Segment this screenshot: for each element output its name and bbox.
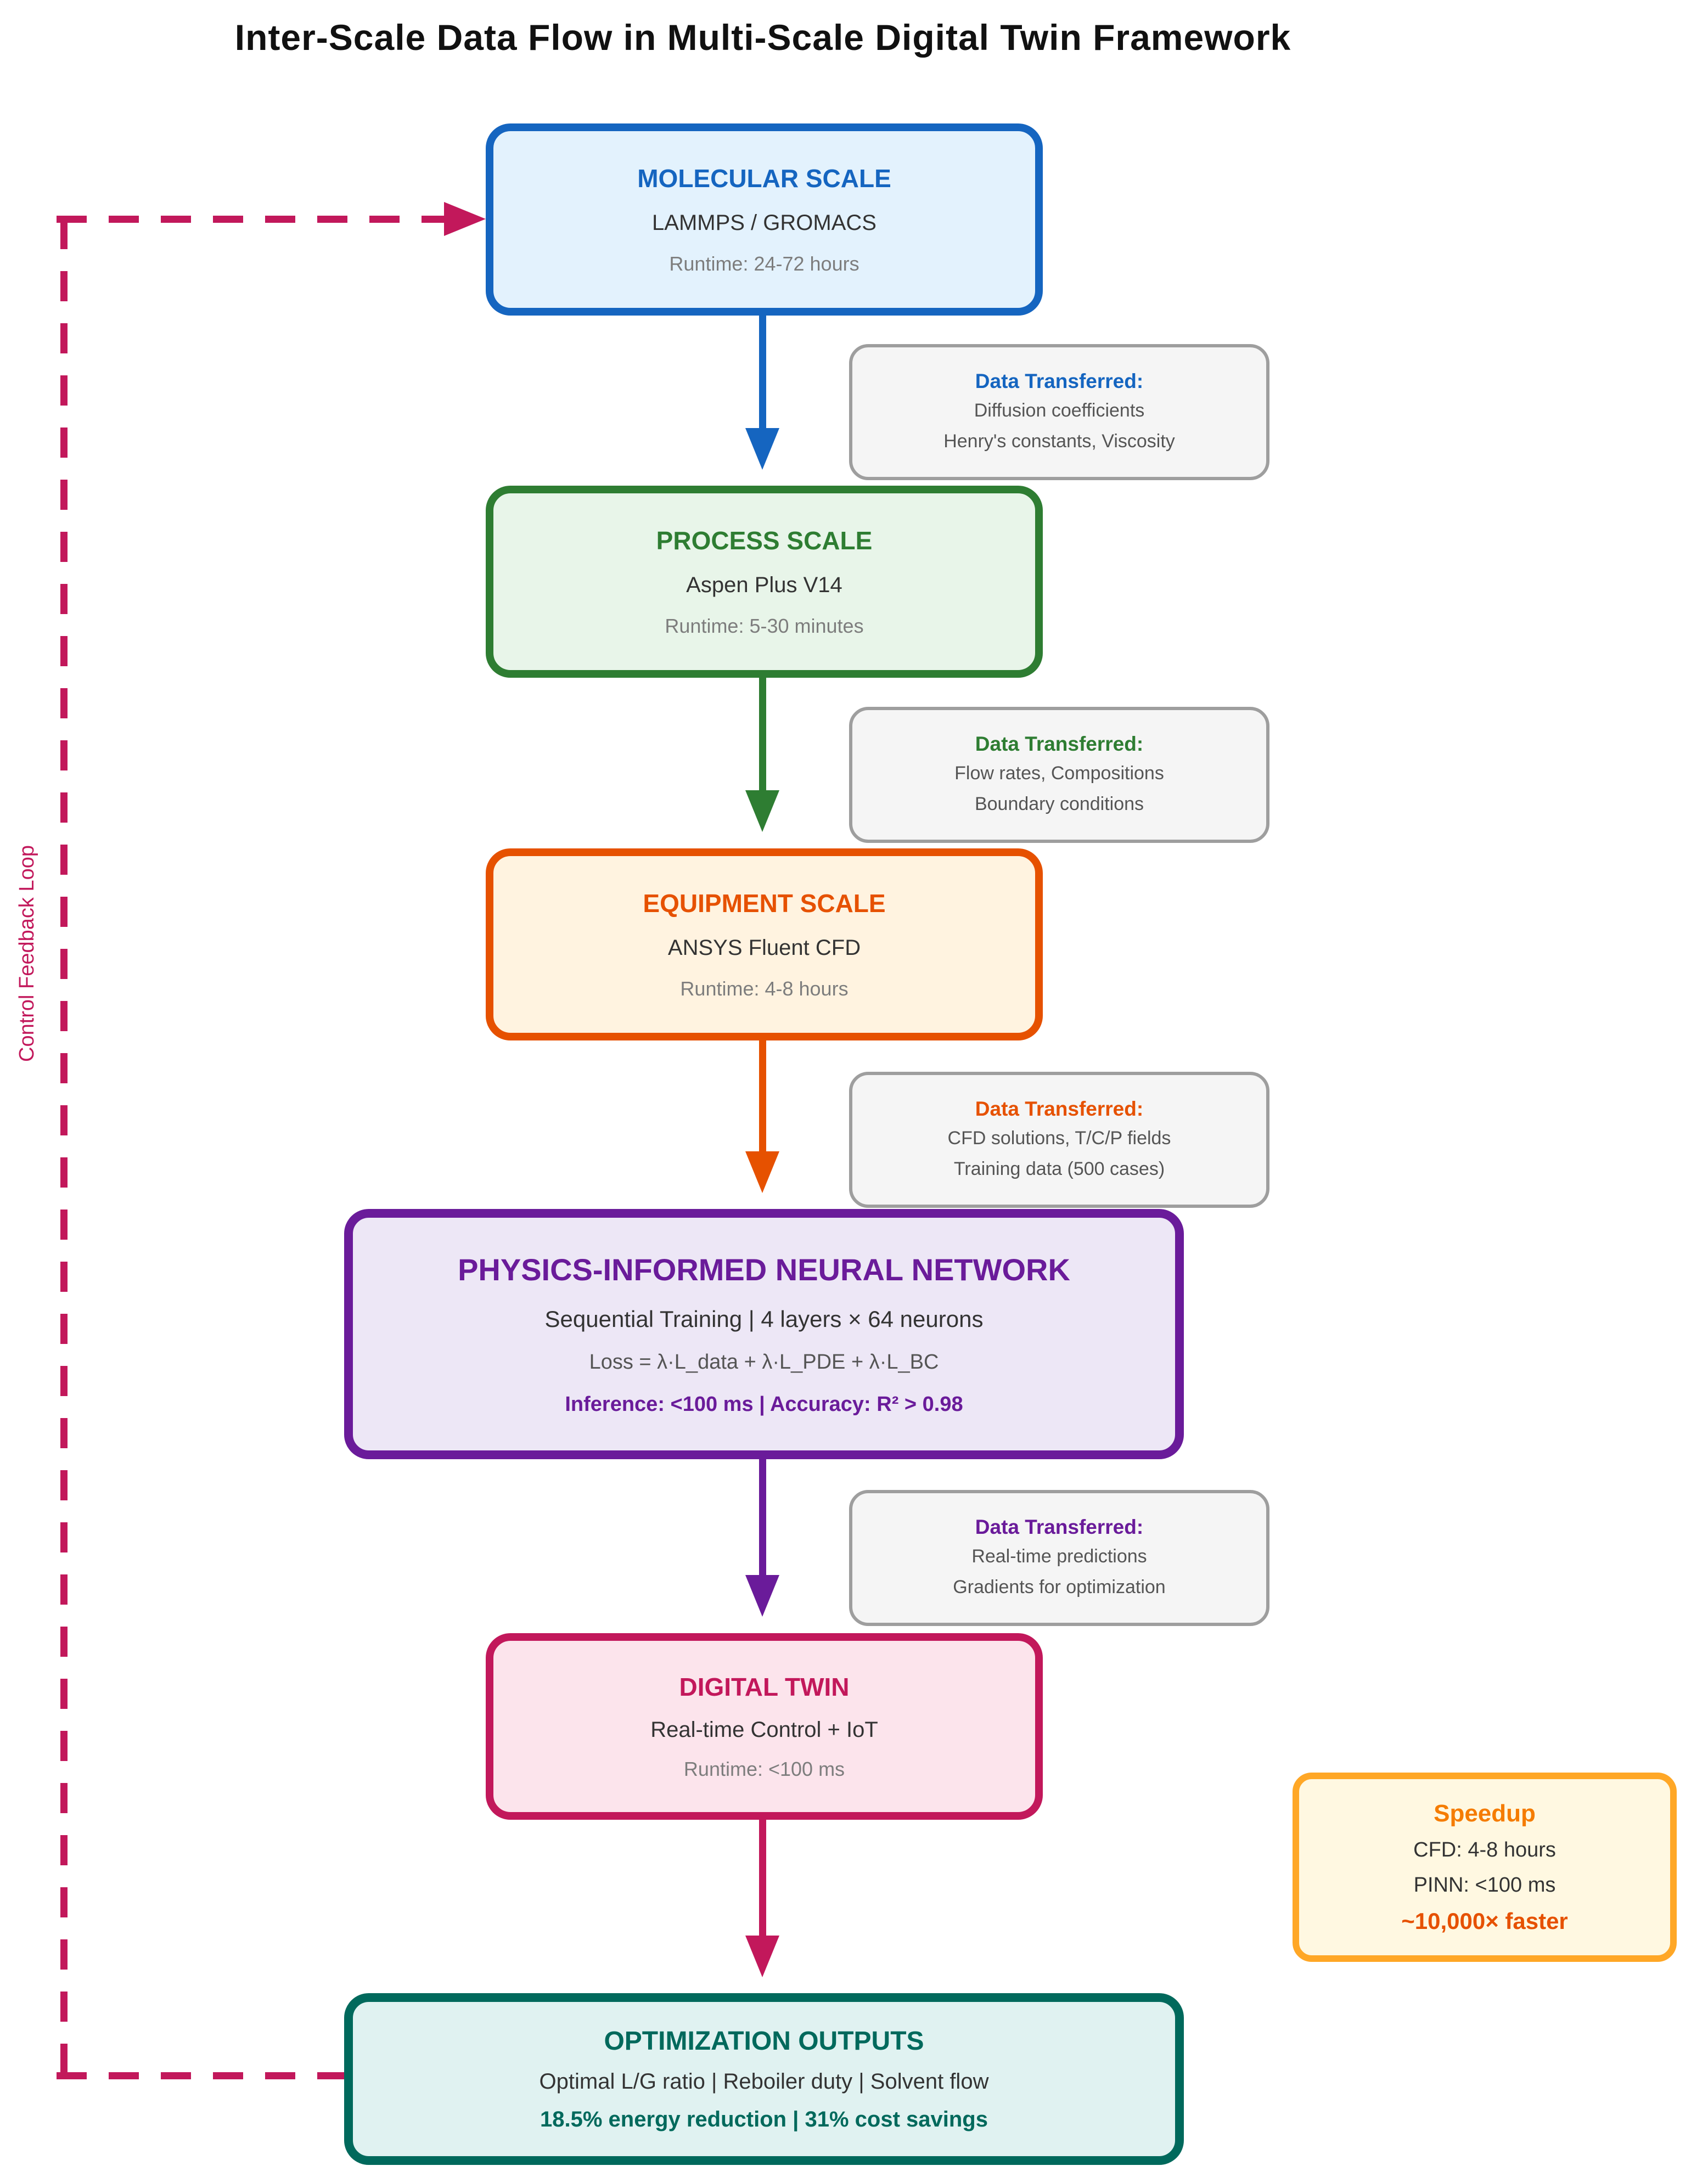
node-title: DIGITAL TWIN bbox=[679, 1672, 850, 1701]
transfer-line: Gradients for optimization bbox=[953, 1577, 1166, 1597]
feedback-loop-vertical-line bbox=[60, 219, 68, 2075]
node-runtime: Runtime: <100 ms bbox=[683, 1758, 845, 1781]
transfer-box-molecular-to-process bbox=[849, 344, 1269, 480]
transfer-line: Flow rates, Compositions bbox=[954, 763, 1164, 784]
arrowhead-down-icon bbox=[745, 428, 779, 470]
node-title: OPTIMIZATION OUTPUTS bbox=[604, 2027, 924, 2056]
feedback-loop-label: Control Feedback Loop bbox=[15, 845, 38, 1062]
node-architecture: Sequential Training | 4 layers × 64 neurons bbox=[544, 1306, 984, 1332]
node-digital-twin bbox=[486, 1633, 1043, 1820]
page-title: Inter-Scale Data Flow in Multi-Scale Digital Twin Framework bbox=[234, 17, 1291, 58]
transfer-box-process-to-equipment bbox=[849, 707, 1269, 843]
transfer-line: Diffusion coefficients bbox=[974, 400, 1145, 421]
arrow-process-to-equipment bbox=[759, 675, 766, 790]
transfer-title: Data Transferred: bbox=[975, 370, 1144, 393]
transfer-title: Data Transferred: bbox=[975, 1098, 1144, 1121]
transfer-line: Training data (500 cases) bbox=[953, 1158, 1165, 1179]
speedup-title: Speedup bbox=[1434, 1800, 1536, 1827]
arrow-equipment-to-pinn bbox=[759, 1038, 766, 1151]
node-subtitle: ANSYS Fluent CFD bbox=[667, 935, 861, 960]
node-subtitle: LAMMPS / GROMACS bbox=[652, 210, 877, 235]
feedback-arrowhead-right-icon bbox=[444, 202, 486, 236]
transfer-line: Real-time predictions bbox=[971, 1546, 1147, 1567]
node-optimization-outputs bbox=[344, 1993, 1184, 2165]
node-performance: Inference: <100 ms | Accuracy: R² > 0.98 bbox=[565, 1393, 963, 1416]
node-subtitle: Real-time Control + IoT bbox=[650, 1717, 878, 1742]
node-subtitle: Aspen Plus V14 bbox=[686, 572, 842, 597]
transfer-title: Data Transferred: bbox=[975, 733, 1144, 756]
node-title: PROCESS SCALE bbox=[656, 526, 873, 555]
transfer-box-equipment-to-pinn bbox=[849, 1072, 1269, 1208]
node-outputs-savings: 18.5% energy reduction | 31% cost savings bbox=[540, 2107, 988, 2131]
transfer-line: Boundary conditions bbox=[974, 794, 1144, 814]
arrow-twin-to-outputs bbox=[759, 1817, 766, 1936]
node-outputs-list: Optimal L/G ratio | Reboiler duty | Solvent flow bbox=[539, 2069, 989, 2094]
node-process-scale bbox=[486, 486, 1043, 678]
speedup-box bbox=[1293, 1773, 1677, 1962]
transfer-title: Data Transferred: bbox=[975, 1516, 1144, 1539]
node-runtime: Runtime: 24-72 hours bbox=[669, 252, 859, 275]
node-pinn bbox=[344, 1209, 1184, 1459]
node-equipment-scale bbox=[486, 848, 1043, 1040]
speedup-cfd: CFD: 4-8 hours bbox=[1413, 1838, 1556, 1862]
node-title: PHYSICS-INFORMED NEURAL NETWORK bbox=[458, 1252, 1070, 1287]
node-loss-formula: Loss = λ·L_data + λ·L_PDE + λ·L_BC bbox=[589, 1351, 939, 1374]
node-runtime: Runtime: 5-30 minutes bbox=[665, 614, 864, 637]
transfer-box-pinn-to-twin bbox=[849, 1490, 1269, 1626]
feedback-loop-bottom-line bbox=[57, 2072, 344, 2079]
speedup-pinn: PINN: <100 ms bbox=[1413, 1873, 1556, 1897]
arrow-molecular-to-process bbox=[759, 313, 766, 428]
arrowhead-down-icon bbox=[745, 1151, 779, 1193]
arrowhead-down-icon bbox=[745, 1575, 779, 1617]
arrowhead-down-icon bbox=[745, 790, 779, 832]
node-molecular-scale bbox=[486, 123, 1043, 316]
transfer-line: Henry's constants, Viscosity bbox=[943, 431, 1175, 452]
transfer-line: CFD solutions, T/C/P fields bbox=[947, 1128, 1171, 1149]
node-runtime: Runtime: 4-8 hours bbox=[680, 977, 849, 1000]
speedup-factor: ~10,000× faster bbox=[1401, 1908, 1568, 1934]
arrowhead-down-icon bbox=[745, 1936, 779, 1977]
feedback-loop-top-line bbox=[57, 216, 444, 223]
arrow-pinn-to-twin bbox=[759, 1456, 766, 1575]
node-title: MOLECULAR SCALE bbox=[637, 164, 891, 193]
node-title: EQUIPMENT SCALE bbox=[643, 889, 886, 918]
